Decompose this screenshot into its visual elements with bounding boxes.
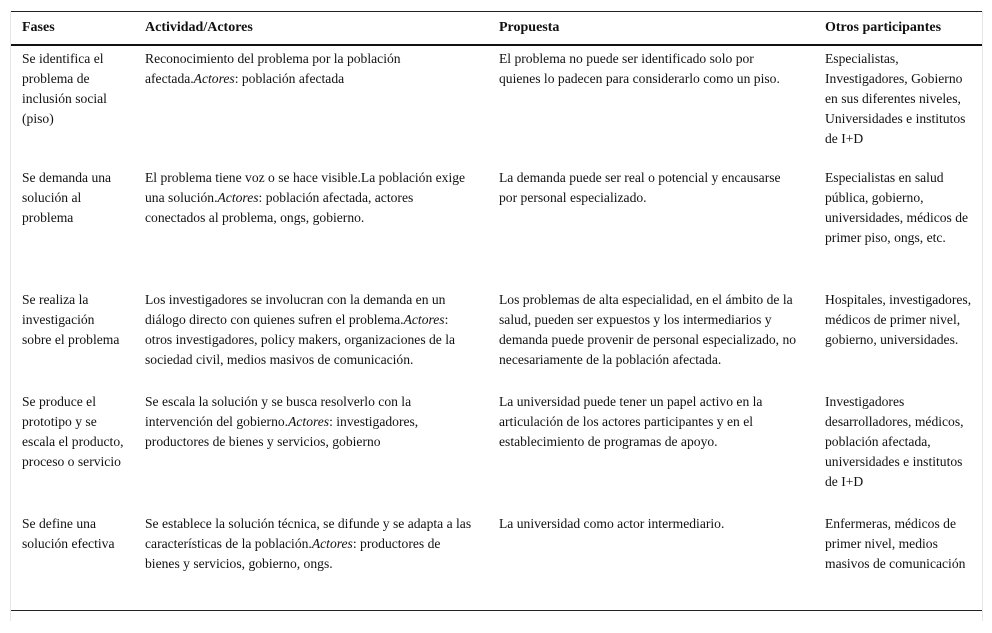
propuesta-text: La universidad como actor intermediario. bbox=[499, 516, 725, 531]
actividad-text: Se establece la solución técnica, se difunde y se adapta a las características de la población. bbox=[145, 516, 472, 551]
table-row bbox=[11, 166, 982, 288]
cell-actividad bbox=[134, 512, 488, 610]
fase-text: Se realiza la investigación sobre el problema bbox=[22, 292, 120, 347]
propuesta-text: El problema no puede ser identificado solo por quienes lo padecen para considerarlo como un piso. bbox=[499, 51, 780, 86]
otros-text: Especialistas en salud pública, gobierno, universidades, médicos de primer piso, ongs, etc. bbox=[825, 170, 969, 245]
actores-text: : investigadores, productores de bienes y servicios, gobierno bbox=[145, 414, 419, 449]
fase-text: Se demanda una solución al problema bbox=[22, 170, 112, 225]
actores-label: Actores bbox=[193, 71, 235, 86]
phases-table bbox=[11, 11, 982, 611]
table-header-row bbox=[11, 12, 982, 46]
cell-otros bbox=[814, 512, 982, 610]
actores-text: : población afectada bbox=[234, 71, 345, 86]
cell-fase bbox=[11, 288, 134, 390]
actividad-text: Reconocimiento del problema por la población afectada. bbox=[145, 51, 401, 86]
otros-text: Hospitales, investigadores, médicos de primer nivel, gobierno, universidades. bbox=[825, 292, 972, 347]
cell-otros bbox=[814, 390, 982, 512]
cell-fase bbox=[11, 512, 134, 610]
otros-text: Investigadores desarrolladores, médicos, población afectada, universidades e institutos de I+D bbox=[825, 394, 964, 489]
table-container bbox=[10, 11, 983, 621]
fase-text: Se produce el prototipo y se escala el producto, proceso o servicio bbox=[22, 394, 124, 469]
cell-actividad bbox=[134, 45, 488, 166]
cell-otros bbox=[814, 166, 982, 288]
actores-label: Actores bbox=[311, 536, 353, 551]
cell-propuesta bbox=[488, 390, 814, 512]
actores-text: : productores de bienes y servicios, gobierno, ongs. bbox=[145, 536, 441, 571]
actores-label: Actores bbox=[217, 190, 259, 205]
cell-propuesta bbox=[488, 166, 814, 288]
actividad-text: El problema tiene voz o se hace visible.La población exige una solución. bbox=[145, 170, 466, 205]
header-actividad-actores: Actividad/Actores bbox=[134, 12, 488, 46]
cell-fase bbox=[11, 45, 134, 166]
cell-actividad bbox=[134, 166, 488, 288]
table-row bbox=[11, 390, 982, 512]
fase-text: Se identifica el problema de inclusión social (piso) bbox=[22, 51, 107, 126]
actores-label: Actores bbox=[403, 312, 445, 327]
cell-fase bbox=[11, 166, 134, 288]
actividad-text: Se escala la solución y se busca resolverlo con la intervención del gobierno. bbox=[145, 394, 412, 429]
cell-actividad bbox=[134, 288, 488, 390]
actores-text: : otros investigadores, policy makers, organizaciones de la sociedad civil, medios masivos de comunicación. bbox=[145, 312, 456, 367]
cell-otros bbox=[814, 288, 982, 390]
table-row bbox=[11, 45, 982, 166]
otros-text: Especialistas, Investigadores, Gobierno en sus diferentes niveles, Universidades e institutos de I+D bbox=[825, 51, 966, 146]
cell-propuesta bbox=[488, 45, 814, 166]
header-otros-participantes: Otros participantes bbox=[814, 12, 982, 46]
cell-otros bbox=[814, 45, 982, 166]
table-row bbox=[11, 512, 982, 610]
fase-text: Se define una solución efectiva bbox=[22, 516, 115, 551]
table-row bbox=[11, 288, 982, 390]
header-propuesta: Propuesta bbox=[488, 12, 814, 46]
cell-propuesta bbox=[488, 512, 814, 610]
propuesta-text: La demanda puede ser real o potencial y encausarse por personal especializado. bbox=[499, 170, 781, 205]
actividad-text: Los investigadores se involucran con la demanda en un diálogo directo con quienes sufren el problema. bbox=[145, 292, 446, 327]
propuesta-text: La universidad puede tener un papel activo en la articulación de los actores participantes y en el establecimiento de programas de apoyo. bbox=[499, 394, 763, 449]
propuesta-text: Los problemas de alta especialidad, en el ámbito de la salud, pueden ser expuestos y los intermediarios y demanda puede provenir de personal especializado, no necesariamente de la población afectada. bbox=[499, 292, 797, 367]
otros-text: Enfermeras, médicos de primer nivel, medios masivos de comunicación bbox=[825, 516, 966, 571]
cell-propuesta bbox=[488, 288, 814, 390]
actores-text: : población afectada, actores conectados al problema, ongs, gobierno. bbox=[145, 190, 414, 225]
cell-fase bbox=[11, 390, 134, 512]
actores-label: Actores bbox=[288, 414, 330, 429]
cell-actividad bbox=[134, 390, 488, 512]
header-fases: Fases bbox=[11, 12, 134, 46]
